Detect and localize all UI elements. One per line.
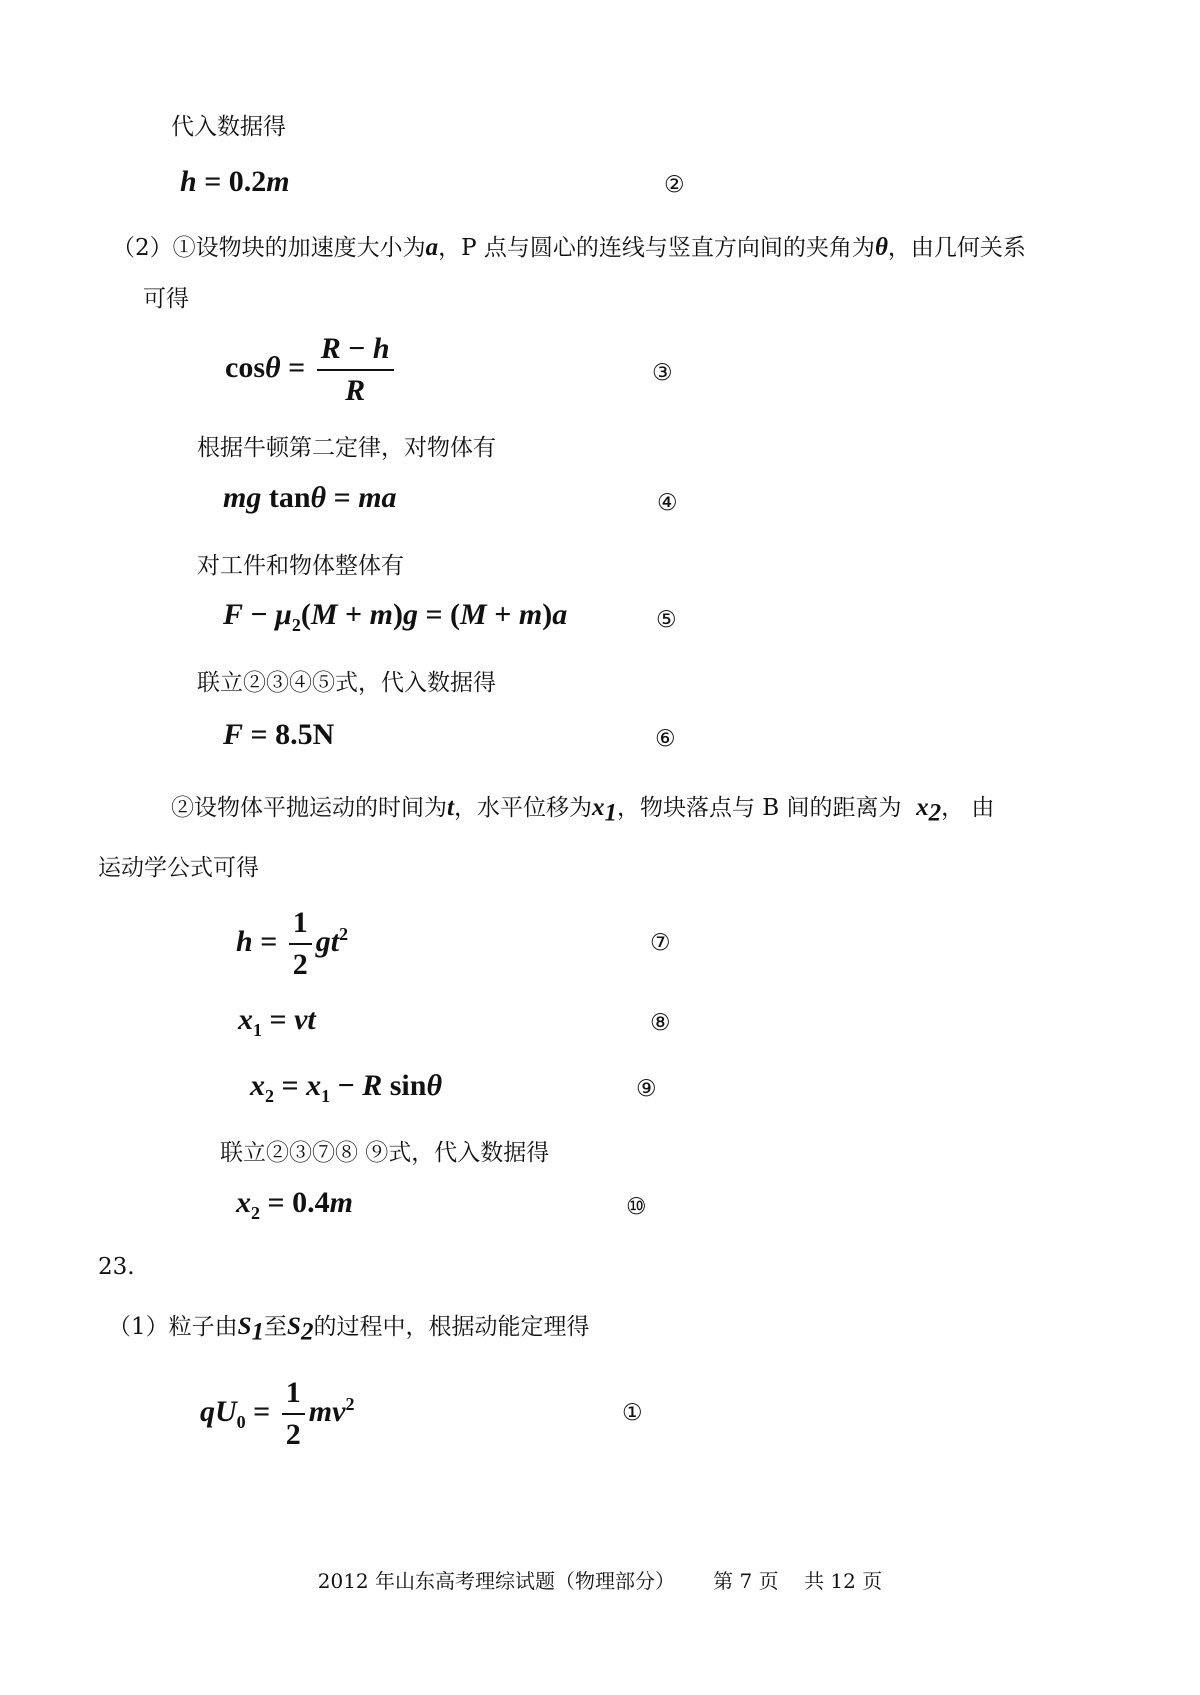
equation-number: ⑩ bbox=[626, 1194, 647, 1220]
equation-kinetic-energy: $qU_0$ = $\frac{1}{2}$ $mv^2$ bbox=[200, 1376, 355, 1451]
text-line-projectile: ②设物体平抛运动的时间为t，水平位移为$x_1$，物块落点与 B 间的距离为 $x_2$， 由 bbox=[171, 794, 995, 827]
text-line-combine-2: 联立②③⑦⑧ ⑨式，代入数据得 bbox=[220, 1140, 550, 1166]
equation-number: ⑧ bbox=[650, 1010, 671, 1036]
equation-number: ⑨ bbox=[636, 1076, 657, 1102]
equation-number: ⑦ bbox=[650, 930, 671, 956]
text-line-q23-part1: （1）粒子由$S_1$至$S_2$的过程中，根据动能定理得 bbox=[108, 1313, 590, 1346]
text-line-kede: 可得 bbox=[143, 286, 189, 312]
equation-number: ② bbox=[664, 172, 685, 198]
equation-h: h = 0.2m bbox=[180, 165, 290, 198]
equation-number: ⑥ bbox=[655, 726, 676, 752]
text-line-whole: 对工件和物体整体有 bbox=[197, 553, 404, 579]
equation-number: ⑤ bbox=[656, 607, 677, 633]
text-line-kinematics: 运动学公式可得 bbox=[98, 855, 259, 881]
equation-newton: mg tanθ = ma bbox=[223, 481, 397, 514]
text-line-part2: （2）①设物块的加速度大小为a，P 点与圆心的连线与竖直方向间的夹角为θ，由几何关系 bbox=[112, 234, 1026, 261]
equation-number: ① bbox=[622, 1400, 643, 1426]
equation-force-result: F = 8.5N bbox=[223, 718, 335, 751]
equation-x2: $x_2 = x_1 - R$ sinθ bbox=[250, 1069, 443, 1106]
equation-number: ③ bbox=[652, 360, 673, 386]
equation-cos-theta: cosθ = $\frac{R - h}{R}$ bbox=[225, 332, 398, 408]
equation-number: ④ bbox=[657, 490, 678, 516]
footer-title: 2012 年山东高考理综试题（物理部分） bbox=[317, 1569, 676, 1593]
text-line-newton: 根据牛顿第二定律，对物体有 bbox=[197, 435, 496, 461]
page-footer bbox=[0, 1565, 1200, 1594]
text-line-substitute: 代入数据得 bbox=[171, 114, 286, 140]
question-number: 23. bbox=[98, 1254, 135, 1280]
equation-fall-height: h = $\frac{1}{2}$ $gt^2$ bbox=[236, 906, 349, 981]
footer-page: 第 7 页 bbox=[713, 1569, 779, 1593]
footer-total: 共 12 页 bbox=[804, 1569, 883, 1593]
text-line-combine-1: 联立②③④⑤式，代入数据得 bbox=[197, 670, 496, 696]
equation-x2-result: $x_2 = 0.4m$ bbox=[236, 1186, 353, 1223]
equation-whole-system: $F - \mu_2(M + m)g = (M + m)a$ bbox=[223, 598, 568, 635]
equation-x1: $x_1$ = vt bbox=[238, 1003, 316, 1040]
